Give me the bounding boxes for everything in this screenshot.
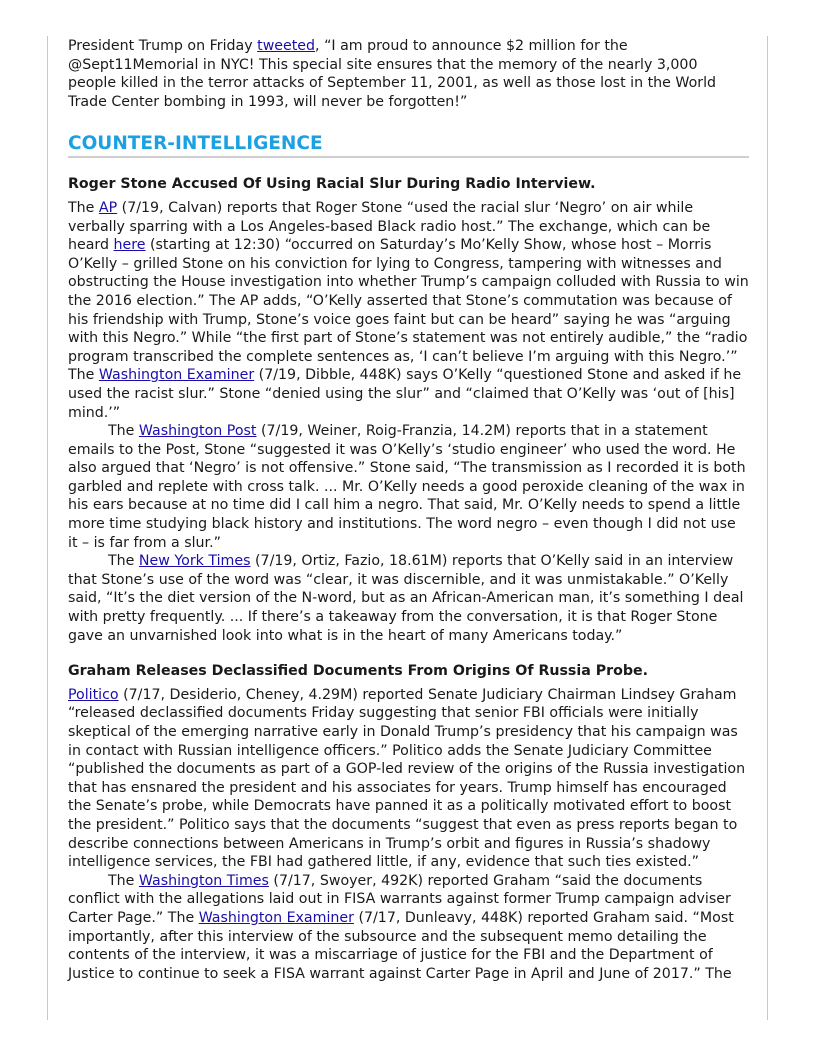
washington-examiner-link[interactable]: Washington Examiner xyxy=(198,909,354,926)
story-paragraph: The Washington Post (7/19, Weiner, Roig-Franzia, 14.2M) reports that in a statement emails to the Post, Stone “suggested it was O’Kelly’s ‘studio engineer’ who used the word. He also argued that ‘Negro’ is not offensive.” Stone said, “The transmission as I recorded it is both garbled and replete with cross talk. ... Mr. O’Kelly needs a good peroxide cleaning of the wax in his ears because at no time did I call him a negro. That said, Mr. O’Kelly needs to spend a little more time studying black history and institutions. The word negro – even though I did not use it – is far from a slur.” xyxy=(68,423,746,551)
story-headline-graham: Graham Releases Declassified Documents From Origins Of Russia Probe. xyxy=(68,663,649,680)
politico-link[interactable]: Politico xyxy=(68,686,119,703)
story-paragraph: The Washington Times (7/17, Swoyer, 492K) reported Graham “said the documents conflict with the allegations laid out in FISA warrants against former Trump campaign adviser Carter Page.” The Washington Examiner (7/17, Dunleavy, 448K) reported Graham said. “Most importantly, after this interview of the subsource and the subsequent memo detailing the contents of the interview, it was a miscarriage of justice for the FBI and the Department of Justice to continue to seek a FISA warrant against Carter Page in April and June of 2017.” The xyxy=(68,872,734,982)
article-body xyxy=(68,37,749,983)
section-heading: COUNTER-INTELLIGENCE xyxy=(68,133,749,158)
story-paragraph: The AP (7/19, Calvan) reports that Roger Stone “used the racial slur ‘Negro’ on air while verbally sparring with a Los Angeles-based Black radio host.” The exchange, which can be heard here (starting at 12:30) “occurred on Saturday’s Mo’Kelly Show, whose host – Morris O’Kelly – grilled Stone on his conviction for lying to Congress, tampering with witnesses and obstructing the House investigation into whether Trump’s campaign colluded with Russia to win the 2016 election.” The AP adds, “O’Kelly asserted that Stone’s commutation was because of his friendship with Trump, Stone’s voice goes faint but can be heard” saying he was “arguing with this Negro.” While “the first part of Stone’s statement was not entirely audible,” the “radio program transcribed the complete sentences as, ‘I can’t believe I’m arguing with this Negro.’” The Washington Examiner (7/19, Dibble, 448K) says O’Kelly “questioned Stone and asked if he used the racist slur.” Stone “denied using the slur” and “claimed that O’Kelly was ‘out of [his] mind.’” xyxy=(68,199,749,421)
here-link[interactable]: here xyxy=(113,237,146,254)
story-paragraph: Politico (7/17, Desiderio, Cheney, 4.29M) reported Senate Judiciary Chairman Lindsey Graham “released declassified documents Friday suggesting that senior FBI officials were initially skeptical of the emerging narrative early in Donald Trump’s presidency that his campaign was in contact with Russian intelligence officers.” Politico adds the Senate Judiciary Committee “published the documents as part of a GOP-led review of the origins of the Russia investigation that has ensnared the president and his associates for years. Trump himself has encouraged the Senate’s probe, while Democrats have panned it as a politically motivated effort to boost the president.” Politico says that the documents “suggest that even as press reports began to describe connections between Americans in Trump’s orbit and figures in Russia’s shadowy intelligence services, the FBI had gathered little, if any, evidence that such ties existed.” xyxy=(68,686,746,871)
washington-times-link[interactable]: Washington Times xyxy=(138,872,269,889)
story-headline-stone: Roger Stone Accused Of Using Racial Slur During Radio Interview. xyxy=(68,176,596,193)
washington-post-link[interactable]: Washington Post xyxy=(138,423,257,440)
story-paragraph: The New York Times (7/19, Ortiz, Fazio, 18.61M) reports that O’Kelly said in an interview that Stone’s use of the word was “clear, it was discernible, and it was unmistakable.” O’Kelly said, “It’s the diet version of the N-word, but as an African-American man, it’s something I deal with pretty frequently. ... If there’s a takeaway from the conversation, it is that Roger Stone gave an unvarnished look into what is in the heart of many Americans today.” xyxy=(68,553,744,644)
ap-link[interactable]: AP xyxy=(98,199,118,216)
right-margin-rule xyxy=(767,36,768,1020)
washington-examiner-link[interactable]: Washington Examiner xyxy=(98,367,255,384)
intro-paragraph: President Trump on Friday tweeted, “I am proud to announce $2 million for the @Sept11Memorial in NYC! This special site ensures that the memory of the nearly 3,000 people killed in the terror attacks of September 11, 2001, as well as those lost in the World Trade Center bombing in 1993, will never be forgotten!” xyxy=(68,38,717,110)
tweeted-link[interactable]: tweeted xyxy=(257,38,316,54)
new-york-times-link[interactable]: New York Times xyxy=(138,553,251,570)
left-margin-rule xyxy=(47,36,48,1020)
